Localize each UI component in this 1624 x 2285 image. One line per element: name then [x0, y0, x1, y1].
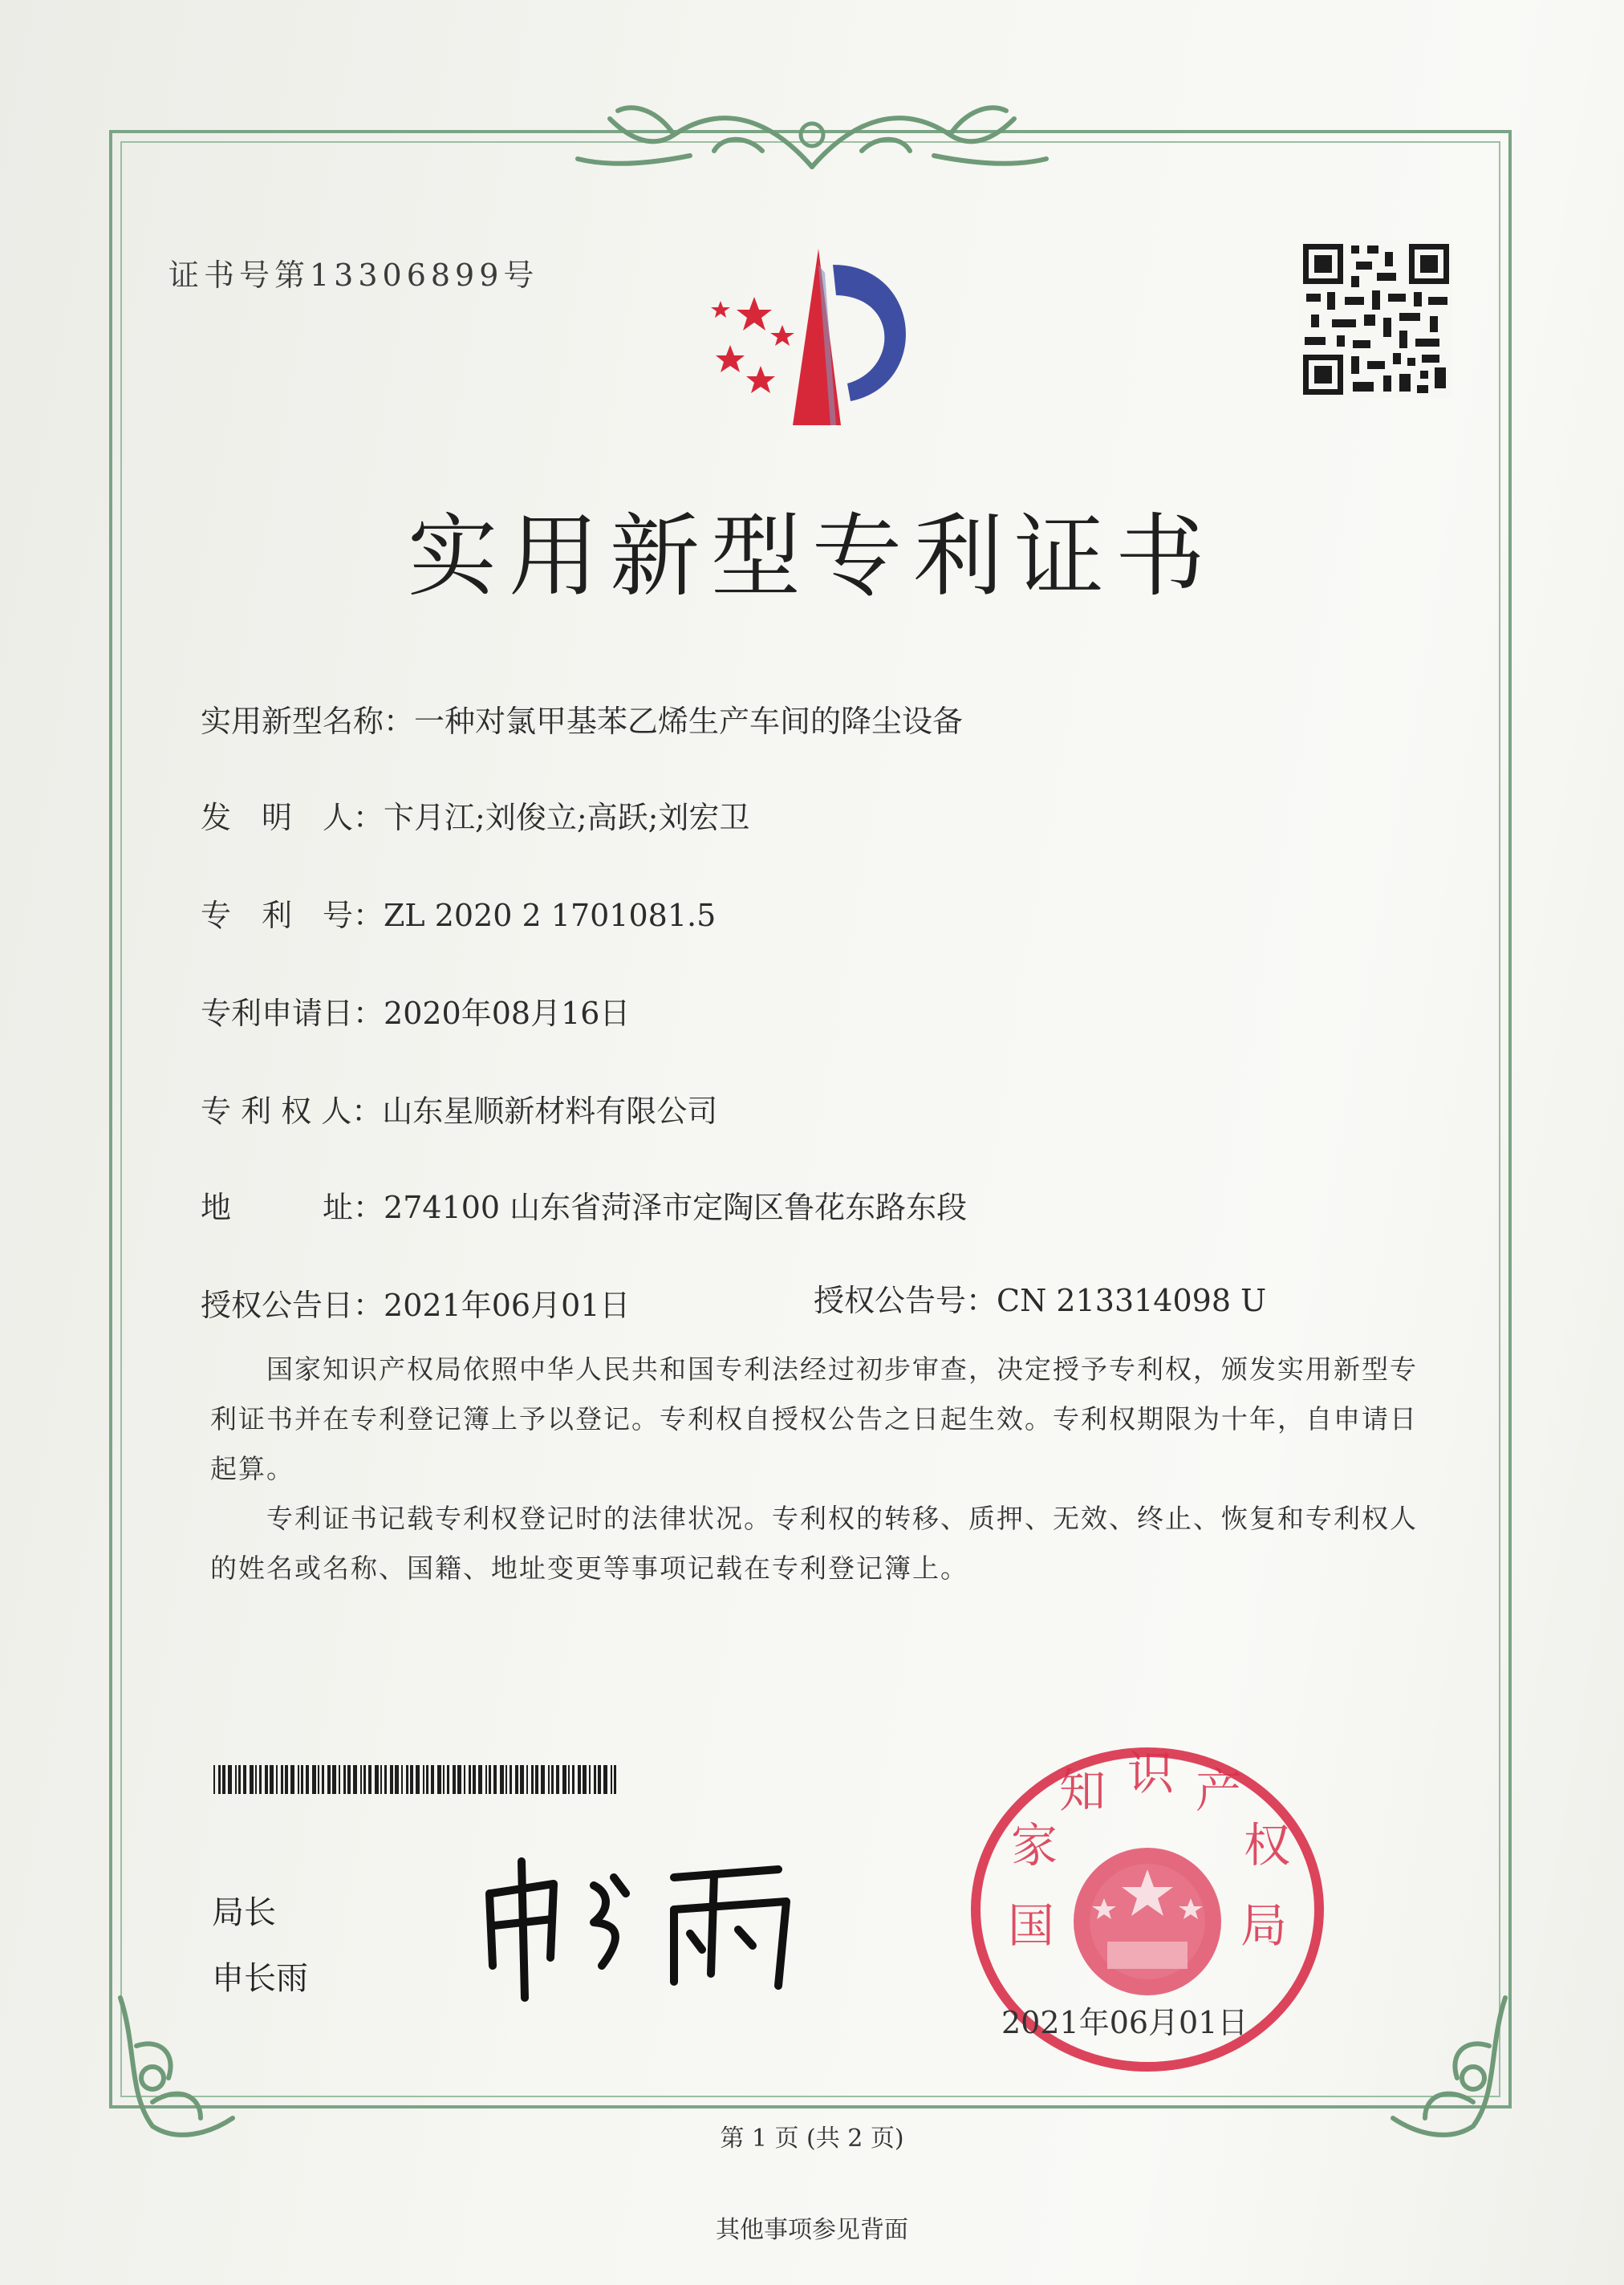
- field-utility-model-name: [201, 696, 963, 741]
- field-value: CN 213314098 U: [997, 1283, 1267, 1318]
- svg-text:局: 局: [1240, 1898, 1288, 1953]
- svg-text:家: 家: [1011, 1818, 1058, 1873]
- field-value: 274100 山东省菏泽市定陶区鲁花东路东段: [384, 1190, 968, 1225]
- field-label: 发 明 人：: [201, 800, 384, 835]
- field-label: 实用新型名称：: [201, 704, 415, 739]
- svg-text:识: 识: [1127, 1746, 1175, 1800]
- page-number: 第 1 页 (共 2 页): [720, 2125, 904, 2153]
- field-value: 卞月江;刘俊立;高跃;刘宏卫: [384, 800, 750, 835]
- seal-date: 2021年06月01日: [1001, 2005, 1248, 2040]
- field-application-date: [201, 988, 630, 1033]
- certificate-title: 实用新型专利证书: [408, 505, 1216, 609]
- field-patentee: [201, 1086, 717, 1130]
- footer-note: 其他事项参见背面: [716, 2216, 908, 2244]
- field-label: 专利申请日：: [201, 996, 384, 1031]
- top-ornament-icon: [562, 87, 1062, 183]
- handwritten-signature-icon: [473, 1845, 810, 2006]
- barcode-icon: [213, 1765, 619, 1794]
- svg-text:知: 知: [1059, 1763, 1106, 1818]
- body-paragraph: 专利证书记载专利权登记时的法律状况。专利权的转移、质押、无效、终止、恢复和专利权人的姓名或名称、国籍、地址变更等事项记载在专利登记簿上。: [210, 1503, 1418, 1584]
- field-label: 专 利 权 人：: [201, 1094, 383, 1129]
- field-label: 专 利 号：: [201, 898, 384, 933]
- body-paragraph: 国家知识产权局依照中华人民共和国专利法经过初步审查，决定授予专利权，颁发实用新型专利证书并在专利登记簿上予以登记。专利权自授权公告之日起生效。专利权期限为十年，自申请日起算。: [210, 1354, 1418, 1484]
- cnipa-logo-icon: [698, 241, 939, 433]
- field-grant-date: [201, 1280, 630, 1325]
- svg-text:产: 产: [1196, 1763, 1243, 1818]
- field-patent-number: [201, 891, 716, 935]
- field-label: 授权公告号：: [814, 1283, 997, 1318]
- certificate-number: 证书号第13306899号: [168, 258, 539, 293]
- field-label: 授权公告日：: [201, 1288, 384, 1323]
- signatory-name: 申长雨: [212, 1960, 308, 1997]
- field-address: [201, 1183, 967, 1227]
- field-value: 2020年08月16日: [384, 996, 631, 1031]
- field-label: 地 址：: [201, 1190, 384, 1225]
- field-value: ZL 2020 2 1701081.5: [384, 898, 717, 933]
- field-value: 一种对氯甲基苯乙烯生产车间的降尘设备: [414, 704, 964, 739]
- field-inventors: [201, 793, 749, 837]
- field-value: 2021年06月01日: [384, 1288, 631, 1323]
- svg-text:权: 权: [1244, 1818, 1291, 1873]
- field-announcement-number: [814, 1276, 1266, 1320]
- svg-text:国: 国: [1008, 1898, 1055, 1953]
- field-value: 山东星顺新材料有限公司: [382, 1094, 718, 1129]
- signatory-title: 局长: [212, 1894, 276, 1931]
- qr-code-icon: [1300, 241, 1452, 398]
